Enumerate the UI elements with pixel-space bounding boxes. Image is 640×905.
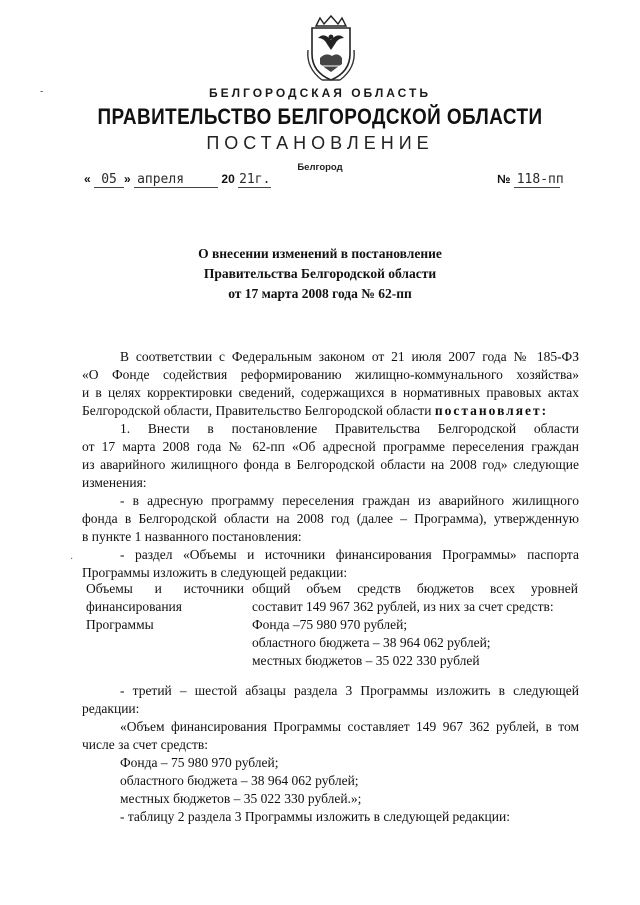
number-prefix: № bbox=[497, 172, 511, 186]
body-text: Белгородской области, Правительство Белгородской области bbox=[82, 403, 432, 418]
date-year-prefix: 20 bbox=[221, 172, 235, 186]
body-line: Программы изложить в следующей редакции: bbox=[82, 565, 348, 580]
title-line: О внесении изменений в постановление bbox=[198, 246, 442, 261]
date-year-suffix: 21г. bbox=[239, 172, 271, 187]
government-name: ПРАВИТЕЛЬСТВО БЕЛГОРОДСКОЙ ОБЛАСТИ bbox=[97, 104, 543, 129]
body-line: областного бюджета – 38 964 062 рублей; bbox=[120, 773, 359, 788]
date-month: апреля bbox=[134, 172, 218, 188]
coat-of-arms-icon bbox=[302, 14, 360, 86]
title-line: Правительства Белгородской области bbox=[203, 266, 437, 281]
body-line: в пункте 1 названного постановления: bbox=[82, 529, 302, 544]
city-name: Белгород bbox=[297, 162, 343, 173]
body-line: «О Фонде содействия реформированию жилищно-коммунального хозяйства» bbox=[82, 367, 579, 382]
body-line: «Объем финансирования Программы составляет 149 967 362 рублей, в том bbox=[120, 719, 579, 734]
table-left-line: Программы bbox=[86, 617, 154, 632]
table-right-line: составит 149 967 362 рублей, из них за счет средств: bbox=[252, 599, 554, 614]
date-open-quote: « bbox=[84, 172, 91, 186]
date-day: 05 bbox=[94, 172, 124, 188]
region-name: БЕЛГОРОДСКАЯ ОБЛАСТЬ bbox=[209, 86, 431, 100]
table-right-line: местных бюджетов – 35 022 330 рублей bbox=[252, 653, 480, 668]
body-line: - таблицу 2 раздела 3 Программы изложить в следующей редакции: bbox=[120, 809, 510, 824]
table-right-line: Фонда –75 980 970 рублей; bbox=[252, 617, 408, 632]
document-title bbox=[0, 244, 640, 304]
body-line: редакции: bbox=[82, 701, 140, 716]
document-type: ПОСТАНОВЛЕНИЕ bbox=[206, 133, 434, 153]
table-left-line: финансирования bbox=[86, 599, 182, 614]
decree-date bbox=[84, 172, 271, 188]
body-line: В соответствии с Федеральным законом от 21 июля 2007 года № 185-ФЗ bbox=[120, 349, 579, 364]
body-line: и в целях корректировки сведений, содержащихся в нормативных правовых актах bbox=[82, 385, 579, 400]
body-line: от 17 марта 2008 года № 62-пп «Об адресной программе переселения граждан bbox=[82, 439, 579, 454]
body-line: 1. Внести в постановление Правительства Белгородской области bbox=[120, 421, 579, 436]
date-close-quote: » bbox=[124, 172, 131, 186]
body-line: из аварийного жилищного фонда в Белгородской области на 2008 год» следующие bbox=[82, 457, 579, 472]
body-line: - раздел «Объемы и источники финансирования Программы» паспорта bbox=[120, 547, 579, 562]
table-right-line: общий объем средств бюджетов всех уровней bbox=[252, 581, 578, 596]
body-line: - третий – шестой абзацы раздела 3 Программы изложить в следующей bbox=[120, 683, 579, 698]
resolves-word: постановляет: bbox=[434, 403, 549, 418]
decree-number bbox=[497, 172, 564, 188]
body-line: - в адресную программу переселения граждан из аварийного жилищного bbox=[120, 493, 579, 508]
body-line: числе за счет средств: bbox=[82, 737, 209, 752]
number-value: 118-пп bbox=[514, 172, 560, 188]
title-line: от 17 марта 2008 года № 62-пп bbox=[228, 286, 412, 301]
body-line bbox=[82, 402, 579, 420]
scan-mark: · bbox=[70, 554, 74, 565]
scan-mark: ‐ bbox=[40, 86, 44, 97]
body-line: Фонда – 75 980 970 рублей; bbox=[120, 755, 279, 770]
table-right-line: областного бюджета – 38 964 062 рублей; bbox=[252, 635, 491, 650]
table-left-line: Объемы и источники bbox=[86, 581, 244, 596]
body-line: изменения: bbox=[82, 475, 147, 490]
body-line: фонда в Белгородской области на 2008 год (далее – Программа), утвержденную bbox=[82, 511, 579, 526]
body-line: местных бюджетов – 35 022 330 рублей.»; bbox=[120, 791, 362, 806]
